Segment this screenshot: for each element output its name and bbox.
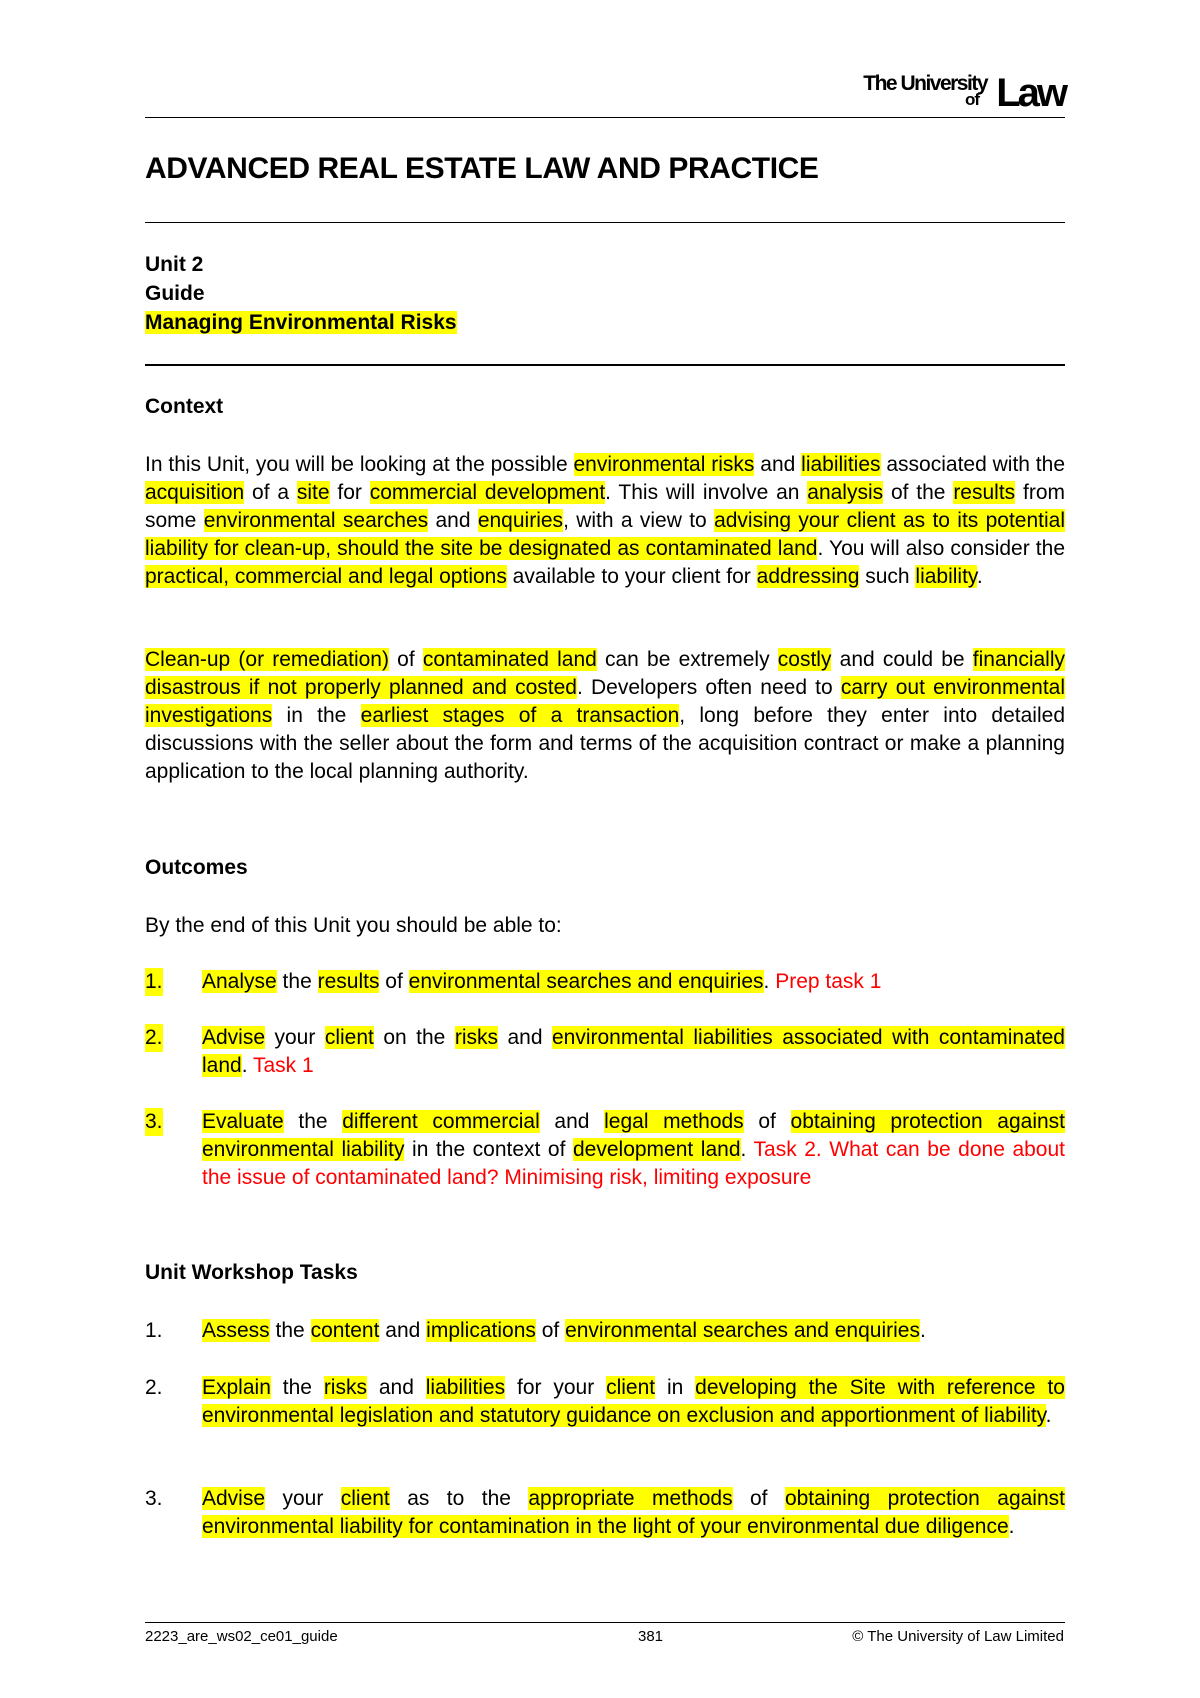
outcome-item (145, 1024, 1065, 1080)
document-title: ADVANCED REAL ESTATE LAW AND PRACTICE (145, 152, 819, 185)
body-text: . (763, 970, 776, 993)
highlighted-text: liabilities (801, 453, 881, 476)
item-number: 3. (145, 1487, 163, 1510)
body-text: for (329, 481, 370, 504)
university-logo (855, 70, 1065, 115)
highlighted-text: Analyse (202, 970, 277, 993)
highlighted-text: Clean-up (or remediation) (145, 648, 389, 671)
highlighted-text: developing the Site with reference to environmental legislation and statutory guidance on exclusion and apportionment of liability (202, 1376, 1065, 1427)
highlighted-text: different commercial (342, 1110, 540, 1133)
highlighted-text: commercial development (369, 481, 606, 504)
body-text: . (241, 1054, 253, 1077)
body-text: and (498, 1026, 552, 1049)
body-text: . This will involve an (605, 481, 808, 504)
footer-document-code: 2223_are_ws02_ce01_guide (145, 1628, 338, 1645)
task-annotation: Task 1 (253, 1054, 314, 1077)
body-text: and (754, 453, 802, 476)
body-text: as to the (389, 1487, 529, 1510)
body-text: of (535, 1319, 566, 1342)
highlighted-text: environmental searches and enquiries (565, 1319, 920, 1342)
logo-line-2: of (964, 90, 979, 109)
item-text (202, 1024, 1065, 1080)
highlighted-text: results (317, 970, 380, 993)
highlighted-text: environmental liabilities associated with contaminated land (202, 1026, 1065, 1077)
highlighted-text: legal methods (604, 1110, 744, 1133)
item-number: 1. (145, 970, 163, 993)
highlighted-text: Evaluate (202, 1110, 284, 1133)
highlighted-text: earliest stages of a transaction (360, 704, 680, 727)
footer-divider (145, 1622, 1065, 1623)
highlighted-text: development land (573, 1138, 741, 1161)
body-text: for your (505, 1376, 607, 1399)
highlighted-text: acquisition (145, 481, 245, 504)
highlighted-text: client (606, 1376, 656, 1399)
body-text: your (265, 1487, 341, 1510)
body-text: . (1045, 1404, 1052, 1427)
body-text: of the (883, 481, 954, 504)
unit-header (145, 250, 457, 337)
highlighted-text: risks (323, 1376, 367, 1399)
item-number: 2. (145, 1376, 163, 1399)
highlighted-text: liability (915, 565, 977, 588)
outcome-item (145, 1108, 1065, 1192)
body-text: , with a view to (563, 509, 715, 532)
body-text: and (539, 1110, 605, 1133)
highlighted-text: contaminated land (422, 648, 597, 671)
header-divider (145, 117, 1065, 118)
body-text: . You will also consider the (817, 537, 1065, 560)
highlighted-text: Assess (202, 1319, 270, 1342)
body-text: available to your client for (506, 565, 757, 588)
highlighted-text: practical, commercial and legal options (145, 565, 507, 588)
footer-copyright: © The University of Law Limited (852, 1628, 1064, 1645)
outcome-item (145, 968, 1065, 996)
highlighted-text: Advise (202, 1026, 266, 1049)
body-text: in the context of (404, 1138, 573, 1161)
highlighted-text: Advise (202, 1487, 266, 1510)
item-number-highlight (145, 1024, 163, 1052)
highlighted-text: appropriate methods (528, 1487, 733, 1510)
body-text: . Developers often need to (576, 676, 841, 699)
title-divider (145, 222, 1065, 223)
body-text: on the (373, 1026, 455, 1049)
highlighted-text: client (340, 1487, 390, 1510)
task-item (145, 1485, 1065, 1541)
item-number: 3. (145, 1110, 163, 1133)
highlighted-text: risks (454, 1026, 498, 1049)
highlighted-text: carry out environmental investigations (145, 676, 1065, 727)
body-text: the (269, 1319, 311, 1342)
task-item (145, 1317, 1065, 1345)
footer-page-number: 381 (638, 1628, 664, 1645)
context-paragraph-2 (145, 646, 1065, 786)
highlighted-text: liabilities (425, 1376, 506, 1399)
body-text: . (740, 1138, 754, 1161)
task-annotation: Task 2. What can be done about the issue of contaminated land? Minimising risk, limiting exposure (202, 1138, 1065, 1189)
body-text: and could be (831, 648, 973, 671)
task-annotation: Prep task 1 (775, 970, 882, 993)
body-text: and (428, 509, 478, 532)
highlighted-text: addressing (756, 565, 860, 588)
body-text: in (655, 1376, 696, 1399)
highlighted-text: advising your client as to its potential liability for clean-up, should the site be designated as contaminated land (145, 509, 1066, 560)
highlighted-text: client (324, 1026, 374, 1049)
logo-line-3: Law (996, 71, 1065, 115)
highlighted-text: enquiries (477, 509, 564, 532)
tasks-heading: Unit Workshop Tasks (145, 1261, 358, 1284)
body-text: of (743, 1110, 791, 1133)
body-text: such (859, 565, 916, 588)
unit-topic: Managing Environmental Risks (145, 311, 457, 334)
item-number-highlight (145, 1108, 163, 1136)
item-number-highlight (145, 968, 163, 996)
body-text: and (366, 1376, 426, 1399)
highlighted-text: implications (426, 1319, 536, 1342)
context-paragraph-1 (145, 451, 1065, 591)
highlighted-text: site (296, 481, 330, 504)
body-text: . (976, 565, 983, 588)
body-text: , long before they enter into detailed discussions with the seller about the form and terms of the acquisition contract or make a planning application to the local planning authority. (145, 704, 1065, 783)
body-text: . (1008, 1515, 1015, 1538)
unit-type: Guide (145, 282, 205, 305)
item-number: 2. (145, 1026, 163, 1049)
highlighted-text: costly (777, 648, 832, 671)
item-text (202, 1485, 1065, 1541)
logo-line-1: The University (863, 72, 987, 95)
context-heading: Context (145, 395, 224, 418)
body-text: of a (244, 481, 297, 504)
item-text (202, 1374, 1065, 1430)
body-text: . (919, 1319, 926, 1342)
body-text: In this Unit, you will be looking at the possible (145, 453, 574, 476)
highlighted-text: content (310, 1319, 380, 1342)
body-text: associated with the (880, 453, 1065, 476)
body-text: in the (272, 704, 361, 727)
body-text: from some (145, 481, 1065, 532)
body-text: of (732, 1487, 785, 1510)
unit-number: Unit 2 (145, 253, 204, 276)
unit-divider (145, 364, 1065, 366)
outcomes-intro: By the end of this Unit you should be able to: (145, 914, 562, 937)
outcomes-heading: Outcomes (145, 856, 248, 879)
item-text (202, 1108, 1065, 1192)
highlighted-text: analysis (807, 481, 884, 504)
task-item (145, 1374, 1065, 1430)
highlighted-text: obtaining protection against environmental liability (202, 1110, 1066, 1161)
body-text: of (388, 648, 423, 671)
highlighted-text: environmental risks (573, 453, 755, 476)
body-text: can be extremely (596, 648, 778, 671)
item-text (202, 1317, 1065, 1345)
highlighted-text: Explain (202, 1376, 271, 1399)
body-text: the (270, 1376, 324, 1399)
body-text: and (379, 1319, 427, 1342)
body-text: the (276, 970, 318, 993)
body-text: of (379, 970, 409, 993)
body-text: your (265, 1026, 325, 1049)
highlighted-text: environmental searches and enquiries (408, 970, 764, 993)
item-text (202, 968, 1065, 996)
body-text: the (283, 1110, 343, 1133)
item-number: 1. (145, 1319, 163, 1342)
highlighted-text: financially disastrous if not properly planned and costed (145, 648, 1065, 699)
highlighted-text: results (953, 481, 1016, 504)
highlighted-text: obtaining protection against environmental liability for contamination in the light of your environmental due diligence (202, 1487, 1065, 1538)
highlighted-text: environmental searches (203, 509, 429, 532)
